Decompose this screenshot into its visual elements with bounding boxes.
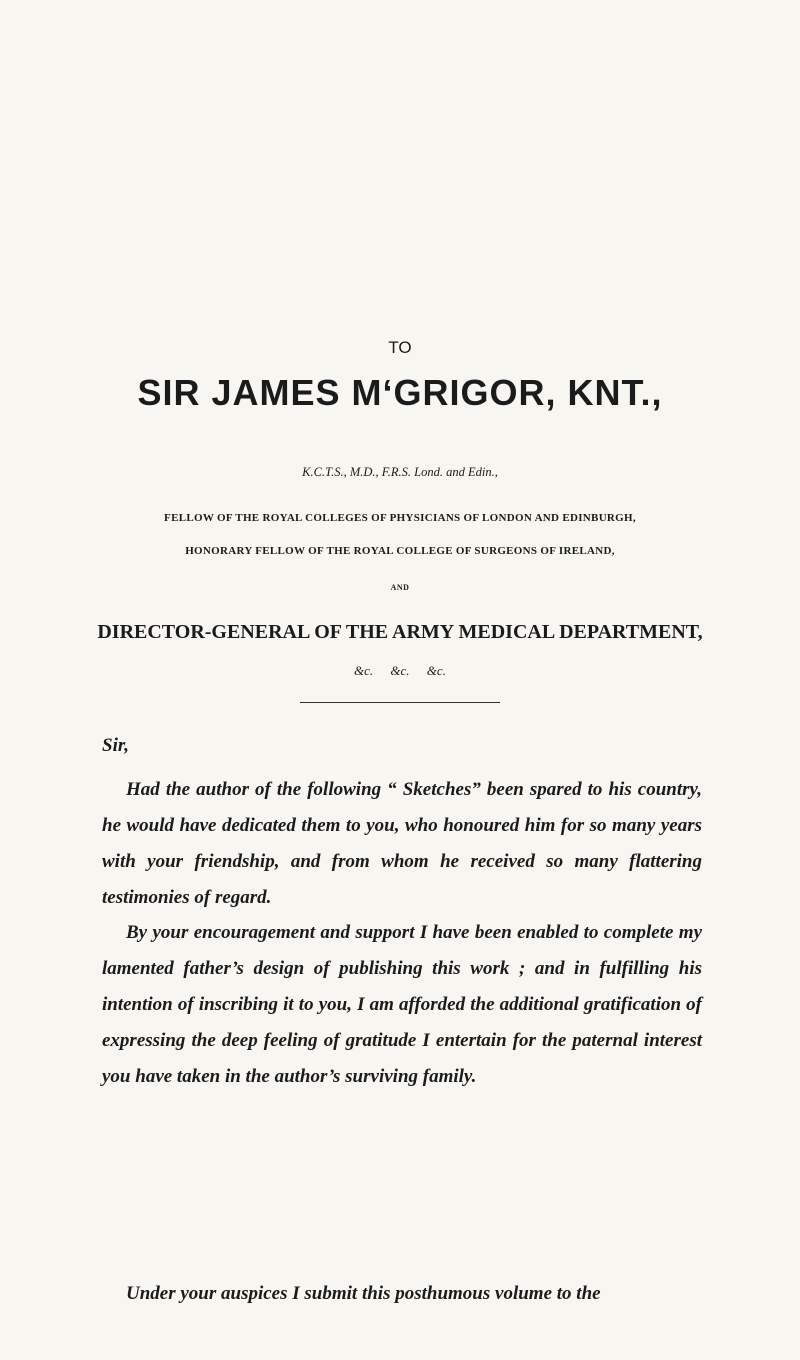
divider-rule xyxy=(300,702,500,703)
fellow-line-1: FELLOW OF THE ROYAL COLLEGES OF PHYSICIANS OF LONDON AND EDINBURGH, xyxy=(164,512,636,524)
salutation: Sir, xyxy=(102,735,129,756)
dedication-to: TO xyxy=(388,338,412,357)
and-line: AND xyxy=(390,583,410,592)
letter-paragraph-1: Had the author of the following “ Sketches” been spared to his country, he would have dedicated them to you, who honoured him for so many years with your friendship, and from whom he received so many flattering testimonies of regard. xyxy=(102,779,702,908)
fellow-line-2: HONORARY FELLOW OF THE ROYAL COLLEGE OF SURGEONS OF IRELAND, xyxy=(185,545,615,557)
letter-paragraph-3: Under your auspices I submit this posthumous volume to the xyxy=(126,1283,601,1304)
etc-line: &c. &c. &c. xyxy=(354,663,446,678)
letter-paragraph-2: By your encouragement and support I have been enabled to complete my lamented father’s design of publishing this work ; and in fulfilling his intention of inscribing it to you, I am afforded the additional gratification of expressing the deep feeling of gratitude I entertain for the paternal interest you have taken in the author’s surviving family. xyxy=(102,922,702,1087)
dedicatee-qualifications: K.C.T.S., M.D., F.R.S. Lond. and Edin., xyxy=(302,465,498,479)
dedicatee-name: SIR JAMES M‘GRIGOR, KNT., xyxy=(137,372,663,413)
director-title: DIRECTOR-GENERAL OF THE ARMY MEDICAL DEPARTMENT, xyxy=(97,621,703,643)
